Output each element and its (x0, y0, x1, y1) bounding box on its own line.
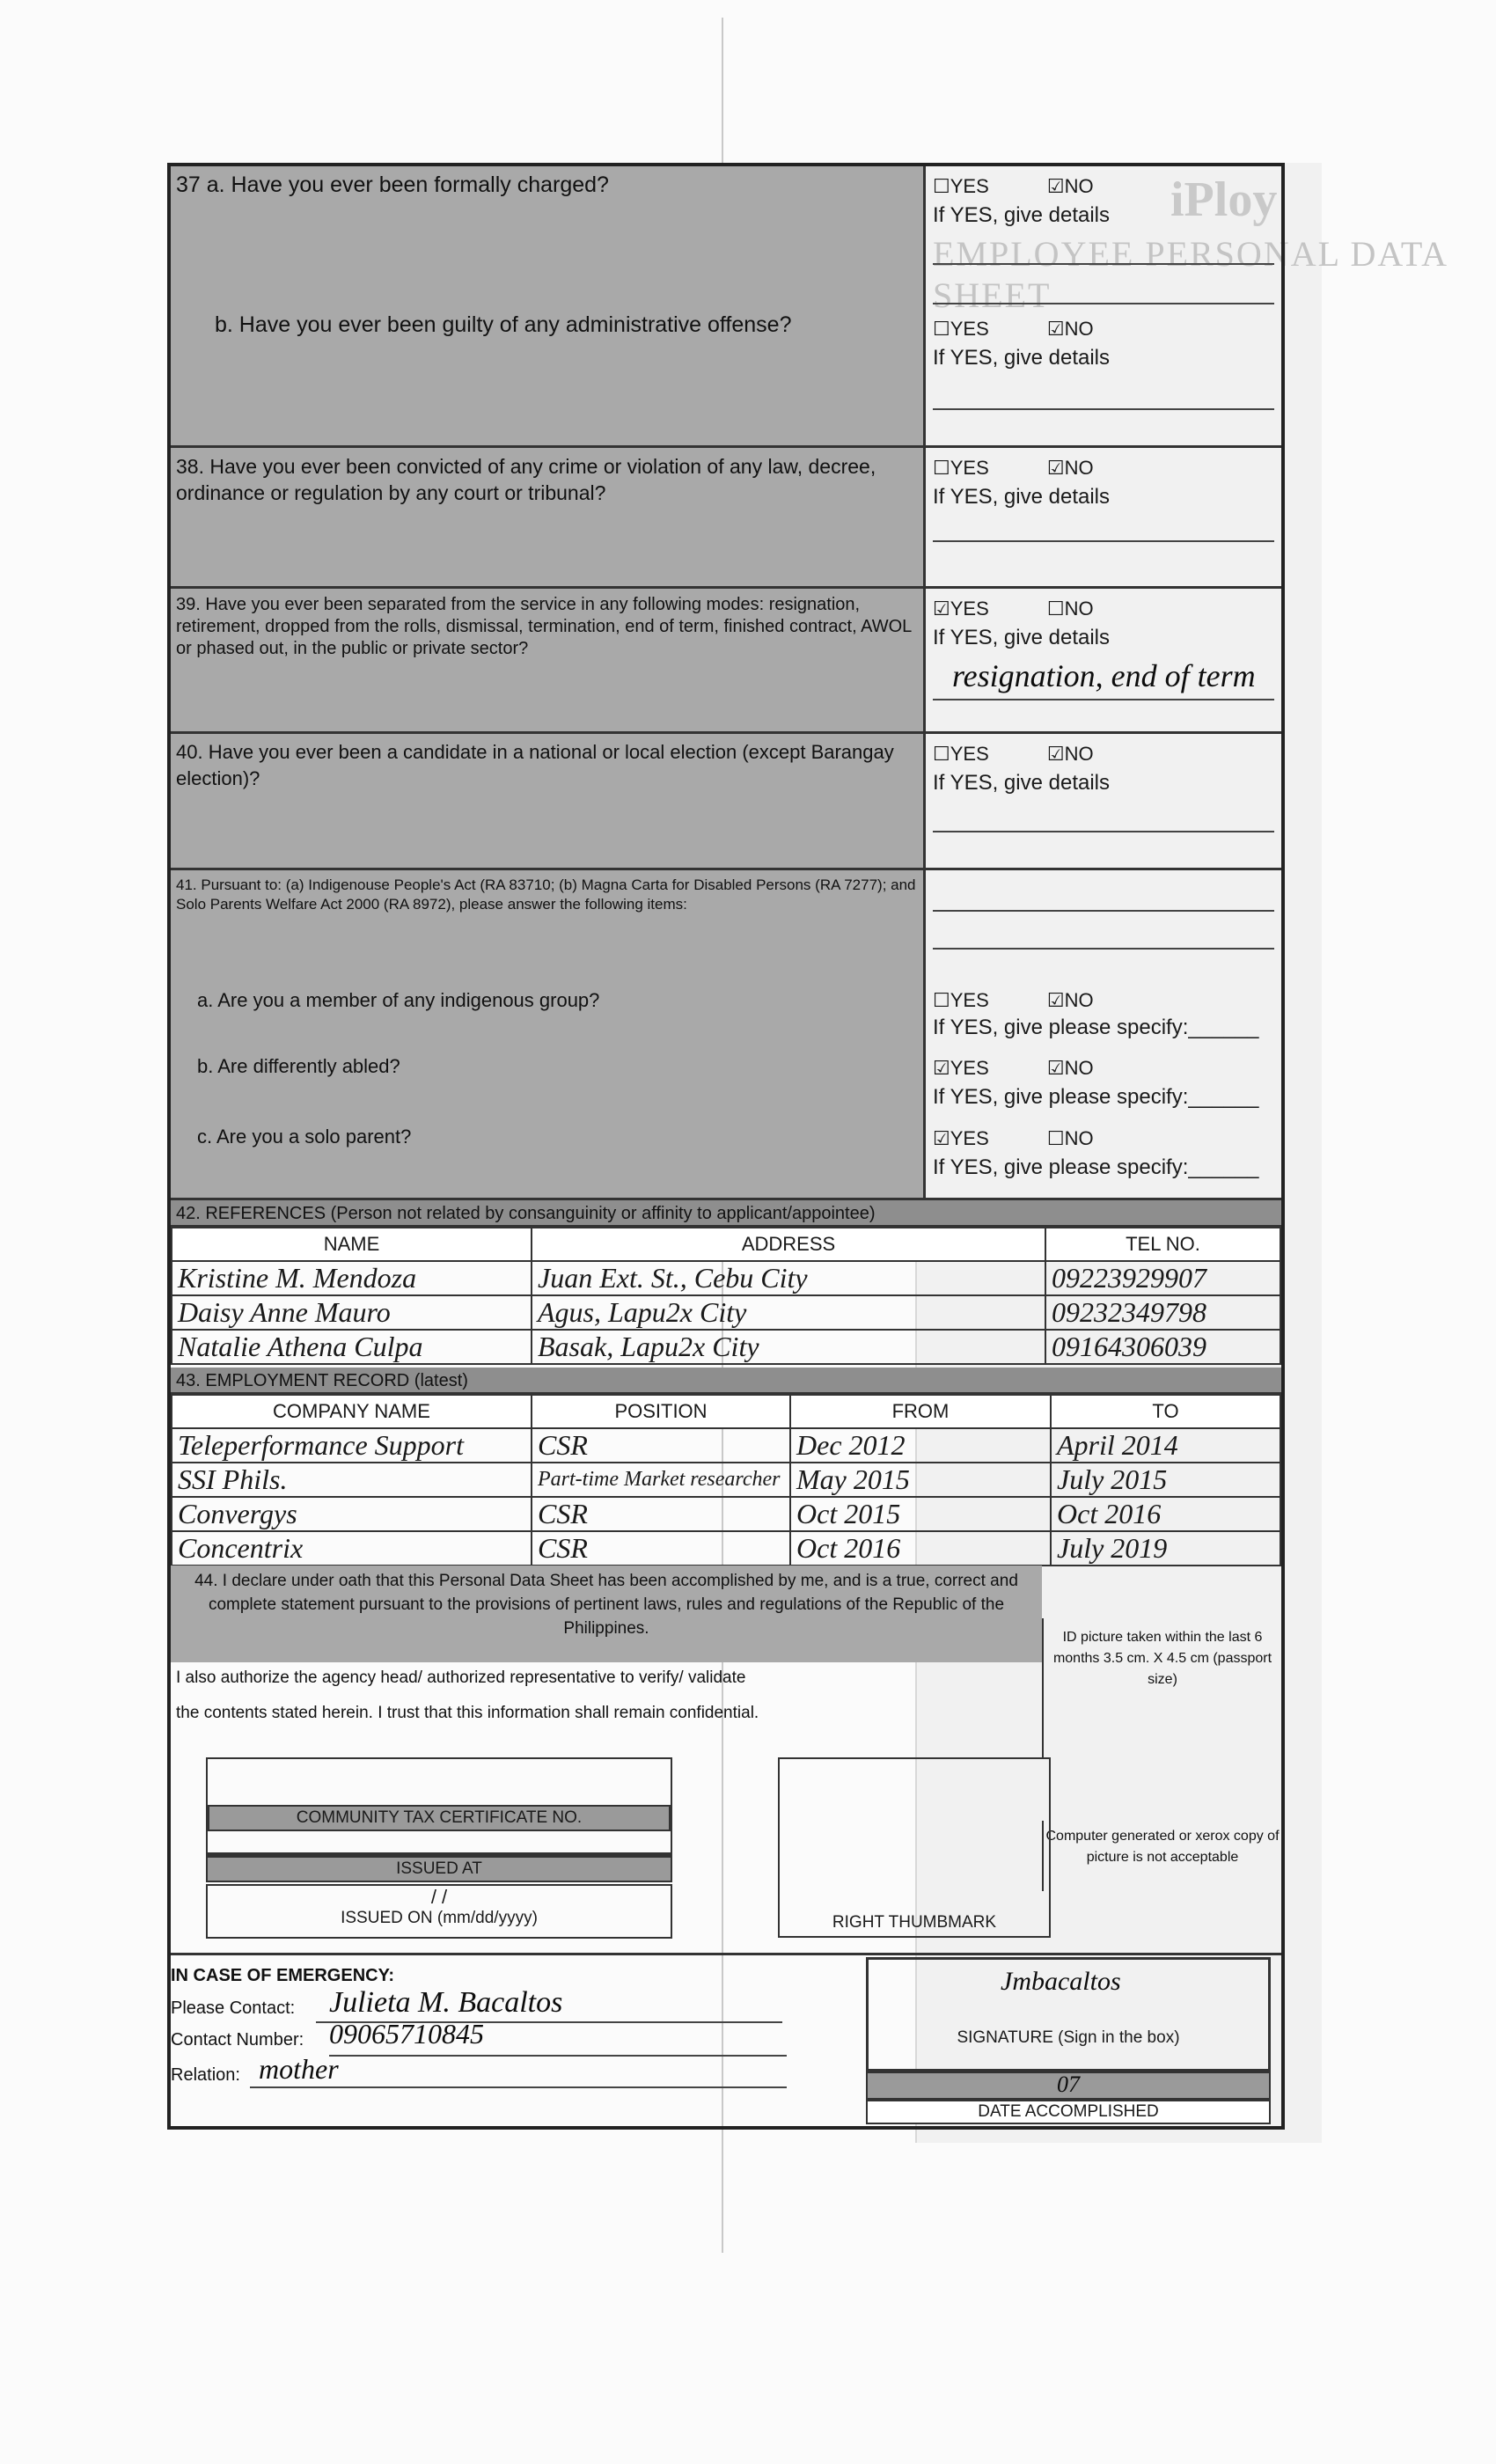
no-option[interactable]: ☑NO (1046, 457, 1094, 479)
column-header: FROM (790, 1395, 1051, 1428)
from-date[interactable]: May 2015 (790, 1463, 1051, 1497)
details-line[interactable] (933, 408, 1274, 410)
issued-at-label: ISSUED AT (206, 1856, 672, 1882)
question-37 (171, 166, 1281, 448)
reference-address[interactable]: Basak, Lapu2x City (532, 1330, 1045, 1364)
reference-address[interactable]: Juan Ext. St., Cebu City (532, 1261, 1045, 1295)
column-header: NAME (172, 1228, 532, 1261)
no-option[interactable]: ☐NO (1046, 598, 1094, 620)
company-name[interactable]: SSI Phils. (172, 1463, 532, 1497)
reference-name[interactable]: Natalie Athena Culpa (172, 1330, 532, 1364)
company-name[interactable]: Teleperformance Support (172, 1428, 532, 1463)
thumbmark-label: RIGHT THUMBMARK (832, 1913, 997, 1932)
yes-no-40[interactable] (933, 743, 1094, 766)
no-option[interactable]: ☑NO (1046, 989, 1094, 1011)
question-41 (171, 870, 1281, 1200)
date-accomplished-value: 07 (1057, 2072, 1080, 2097)
emergency-heading: IN CASE OF EMERGENCY: (171, 1966, 395, 1985)
date-accomplished-field[interactable] (866, 2072, 1271, 2100)
declaration-text: 44. I declare under oath that this Personal Data Sheet has been accomplished by me, and is a true, correct and complete statement pursuant to the provisions of pertinent laws, rules and regulations of the Republic of the Philippines. (171, 1566, 1042, 1662)
references-header: 42. REFERENCES (Person not related by consanguinity or affinity to applicant/appointee) (171, 1200, 1281, 1227)
question-cell (171, 166, 926, 445)
if-yes-specify: If YES, give please specify:______ (933, 1085, 1259, 1109)
position[interactable]: CSR (532, 1531, 790, 1566)
question-cell (171, 870, 926, 1198)
yes-option[interactable]: ☑YES (933, 598, 989, 620)
question-37b: b. Have you ever been guilty of any administrative offense? (215, 312, 792, 337)
question-41a: a. Are you a member of any indigenous group? (197, 989, 600, 1011)
yes-no-38[interactable] (933, 457, 1094, 480)
column-header: TEL NO. (1045, 1228, 1280, 1261)
answer-cell (926, 448, 1281, 586)
signature-scribble: Jmbacaltos (1001, 1967, 1121, 1996)
ghost-logo: iPloy (1170, 172, 1278, 227)
contact-number[interactable]: 09065710845 (329, 2018, 484, 2050)
yes-option[interactable]: ☑YES (933, 1127, 989, 1149)
yes-option[interactable]: ☐YES (933, 175, 989, 197)
from-date[interactable]: Oct 2016 (790, 1531, 1051, 1566)
table-row (172, 1463, 1280, 1497)
details-line[interactable] (933, 263, 1274, 265)
answer-cell (926, 870, 1281, 1198)
answer-cell (926, 166, 1281, 445)
table-row (172, 1531, 1280, 1566)
id-picture-note: ID picture taken within the last 6 months 3.5 cm. X 4.5 cm (passport size) (1042, 1618, 1281, 1759)
contact-number-label: Contact Number: (171, 2030, 304, 2050)
table-row (172, 1261, 1280, 1295)
details-line[interactable] (933, 303, 1274, 304)
question-cell (171, 448, 926, 586)
relation-value[interactable]: mother (259, 2053, 339, 2085)
issued-on-label: ISSUED ON (mm/dd/yyyy) (341, 1909, 538, 1927)
if-yes-specify: If YES, give please specify:______ (933, 1016, 1259, 1039)
relation-label: Relation: (171, 2065, 240, 2085)
company-name[interactable]: Convergys (172, 1497, 532, 1531)
details-line[interactable] (933, 699, 1274, 700)
authorization-line-1: I also authorize the agency head/ authorized representative to verify/ validate (176, 1668, 746, 1687)
details-line[interactable] (933, 948, 1274, 950)
yes-no-41a[interactable] (933, 989, 1094, 1012)
yes-no-37a[interactable] (933, 175, 1094, 198)
reference-tel[interactable]: 09164306039 (1045, 1330, 1280, 1364)
from-date[interactable]: Dec 2012 (790, 1428, 1051, 1463)
table-row (172, 1428, 1280, 1463)
question-41-text: 41. Pursuant to: (a) Indigenouse People's Act (RA 83710; (b) Magna Carta for Disabled Persons (RA 7277); and Solo Parents Welfare Act 2000 (RA 8972), please answer the following items: (176, 876, 916, 913)
to-date[interactable]: July 2019 (1051, 1531, 1280, 1566)
reference-tel[interactable]: 09232349798 (1045, 1295, 1280, 1330)
details-39-answer[interactable]: resignation, end of term (952, 658, 1256, 693)
issued-at-box[interactable] (206, 1828, 672, 1856)
yes-option[interactable]: ☐YES (933, 989, 989, 1011)
position[interactable]: CSR (532, 1497, 790, 1531)
employment-table (171, 1394, 1281, 1566)
if-yes-label: If YES, give details (933, 771, 1110, 795)
details-line[interactable] (933, 910, 1274, 912)
details-line[interactable] (933, 831, 1274, 832)
question-41b: b. Are differently abled? (197, 1055, 400, 1077)
from-date[interactable]: Oct 2015 (790, 1497, 1051, 1531)
question-37a: 37 a. Have you ever been formally charged? (176, 172, 609, 197)
yes-no-41c[interactable] (933, 1127, 1094, 1150)
no-option[interactable]: ☑NO (1046, 1057, 1094, 1079)
no-option[interactable]: ☐NO (1046, 1127, 1094, 1149)
if-yes-label: If YES, give details (933, 485, 1110, 509)
table-row (172, 1330, 1280, 1364)
signature-label: SIGNATURE (Sign in the box) (957, 2028, 1180, 2047)
column-header: COMPANY NAME (172, 1395, 532, 1428)
to-date[interactable]: April 2014 (1051, 1428, 1280, 1463)
ghost-title: EMPLOYEE PERSONAL DATA SHEET (933, 234, 1447, 315)
answer-cell (926, 589, 1281, 731)
table-row (172, 1295, 1280, 1330)
no-option[interactable]: ☑NO (1046, 175, 1094, 197)
question-cell (171, 589, 926, 731)
table-header-row (172, 1395, 1280, 1428)
table-row (172, 1497, 1280, 1531)
company-name[interactable]: Concentrix (172, 1531, 532, 1566)
table-header-row (172, 1228, 1280, 1261)
yes-no-39[interactable] (933, 598, 1094, 620)
authorization-line-2: the contents stated herein. I trust that this information shall remain confidential. (176, 1704, 759, 1722)
contact-label: Please Contact: (171, 1998, 296, 2018)
reference-name[interactable]: Kristine M. Mendoza (172, 1261, 532, 1295)
reference-name[interactable]: Daisy Anne Mauro (172, 1295, 532, 1330)
if-yes-label: If YES, give details (933, 626, 1110, 649)
question-39-text: 39. Have you ever been separated from the service in any following modes: resignation, retirement, dropped from the rolls, dismissal, termination, end of term, finished contract, AWOL or phased out, in the public or private sector? (176, 595, 912, 658)
number-line (329, 2055, 787, 2057)
question-38-text: 38. Have you ever been convicted of any crime or violation of any law, decree, ordinance or regulation by any court or tribunal? (176, 455, 876, 504)
to-date[interactable]: July 2015 (1051, 1463, 1280, 1497)
column-header: POSITION (532, 1395, 790, 1428)
position[interactable]: CSR (532, 1428, 790, 1463)
no-option[interactable]: ☑NO (1046, 743, 1094, 765)
question-40 (171, 734, 1281, 870)
no-option[interactable]: ☑NO (1046, 318, 1094, 340)
question-41c: c. Are you a solo parent? (197, 1126, 412, 1148)
yes-option[interactable]: ☐YES (933, 743, 989, 765)
id-picture-warning: Computer generated or xerox copy of picture is not acceptable (1042, 1821, 1281, 1891)
pds-form (167, 163, 1285, 2130)
emergency-divider (171, 1953, 1281, 1955)
yes-option[interactable]: ☑YES (933, 1057, 989, 1079)
to-date[interactable]: Oct 2016 (1051, 1497, 1280, 1531)
if-yes-label: If YES, give details (933, 203, 1110, 227)
signature-box[interactable] (866, 1957, 1271, 2072)
position[interactable]: Part-time Market researcher (532, 1463, 790, 1497)
references-table (171, 1227, 1281, 1365)
details-line[interactable] (933, 540, 1274, 542)
contact-name[interactable]: Julieta M. Bacaltos (329, 1986, 563, 2019)
employment-header: 43. EMPLOYMENT RECORD (latest) (171, 1368, 1281, 1394)
ctc-number-label: COMMUNITY TAX CERTIFICATE NO. (208, 1805, 671, 1831)
yes-option[interactable]: ☐YES (933, 318, 989, 340)
column-header: ADDRESS (532, 1228, 1045, 1261)
question-39 (171, 589, 1281, 734)
date-slashes: / / (430, 1886, 448, 1908)
question-40-text: 40. Have you ever been a candidate in a national or local election (except Barangay election)? (176, 741, 894, 789)
question-38 (171, 448, 1281, 589)
relation-line (250, 2086, 787, 2088)
if-yes-specify: If YES, give please specify:______ (933, 1155, 1259, 1179)
yes-no-41b[interactable] (933, 1057, 1094, 1080)
yes-no-37b[interactable] (933, 318, 1094, 341)
issued-on-box[interactable] (206, 1884, 672, 1939)
answer-cell (926, 734, 1281, 868)
if-yes-label: If YES, give details (933, 346, 1110, 370)
question-cell (171, 734, 926, 868)
yes-option[interactable]: ☐YES (933, 457, 989, 479)
date-accomplished-label: DATE ACCOMPLISHED (866, 2100, 1271, 2124)
reference-address[interactable]: Agus, Lapu2x City (532, 1295, 1045, 1330)
reference-tel[interactable]: 09223929907 (1045, 1261, 1280, 1295)
right-thumbmark-box[interactable] (778, 1757, 1051, 1938)
column-header: TO (1051, 1395, 1280, 1428)
